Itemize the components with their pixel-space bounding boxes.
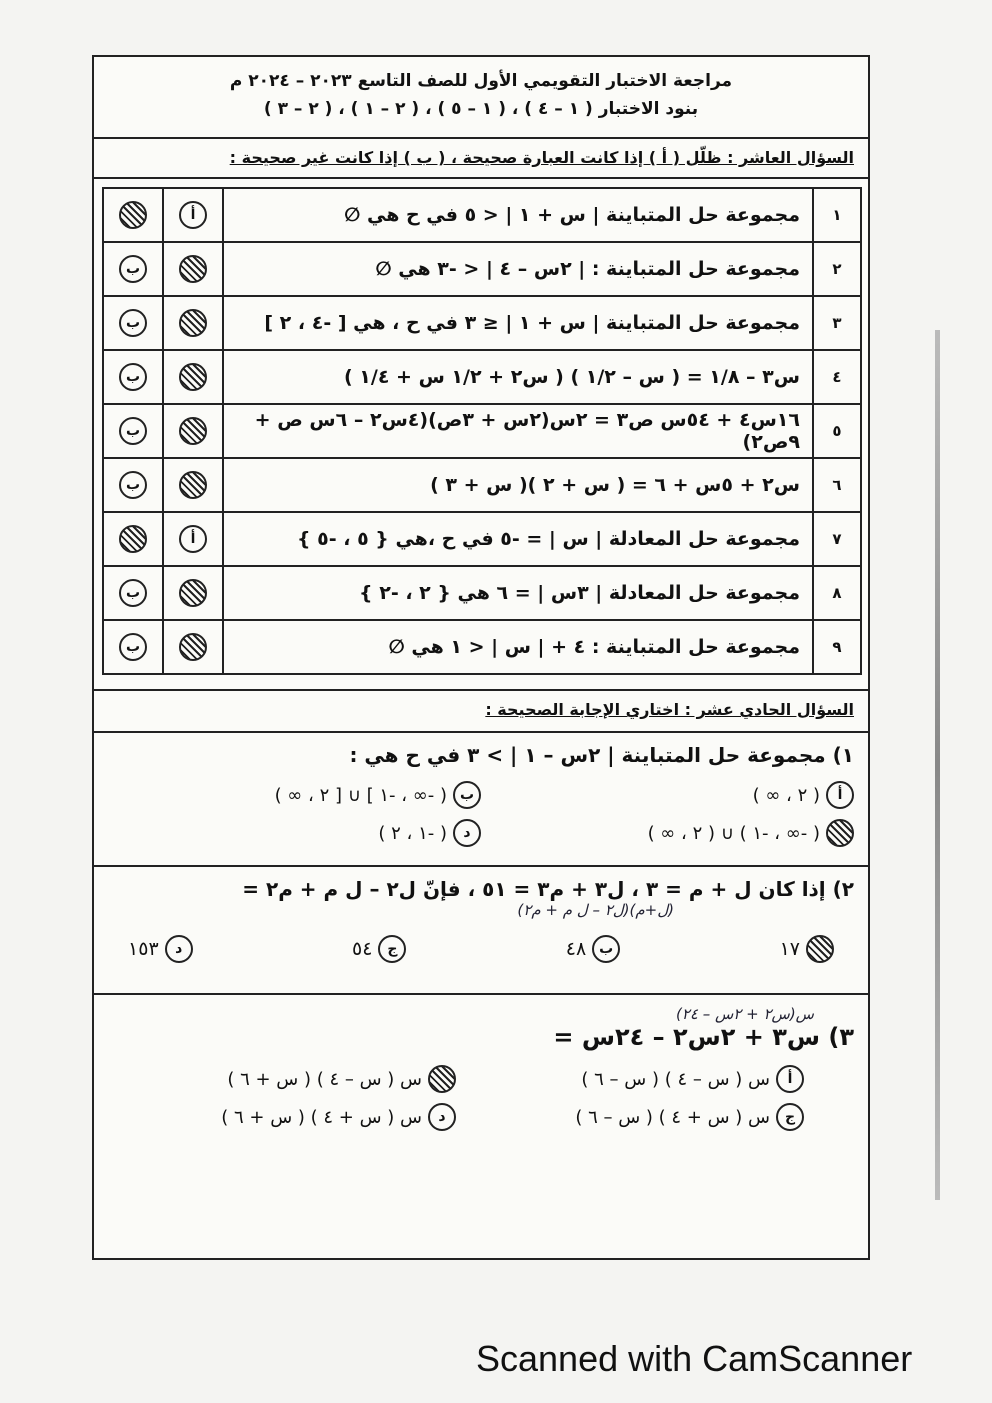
row-statement: س٢ + ٥س + ٦ = ( س + ٢ )( س + ٣ ) [223, 458, 813, 512]
option-text: ( -∞ ، -١ ) ∪ ( ٢ ، ∞ ) [647, 822, 820, 844]
option-a-bubble[interactable]: أ [179, 201, 207, 229]
option-a-bubble[interactable] [179, 471, 207, 499]
tf-row [103, 350, 861, 404]
tf-row [103, 620, 861, 674]
option-a-cell [163, 242, 223, 296]
row-number: ٢ [813, 242, 861, 296]
option-a-cell [163, 404, 223, 458]
option-a-bubble[interactable] [179, 633, 207, 661]
option-b-cell [103, 512, 163, 566]
option-b-cell [103, 566, 163, 620]
option-a-bubble[interactable] [179, 309, 207, 337]
tf-row [103, 296, 861, 350]
mc-stem [108, 877, 854, 901]
option-bubble[interactable]: د [428, 1103, 456, 1131]
mc-option [481, 781, 854, 809]
option-a-cell [163, 512, 223, 566]
row-statement: مجموعة حل المتباينة | س + ١ | < ٥ في ح هي ∅ [223, 188, 813, 242]
q10-title: السؤال العاشر : ظلّل ( أ ) إذا كانت العبارة صحيحة ، ( ب ) إذا كانت غير صحيحة : [94, 139, 868, 179]
mc-option [456, 1103, 804, 1131]
option-bubble[interactable] [826, 819, 854, 847]
option-a-cell [163, 188, 223, 242]
option-text: س ( س + ٤ ) ( س – ٦ ) [575, 1106, 770, 1128]
option-text: ١٧ [779, 938, 800, 960]
tf-row [103, 458, 861, 512]
option-text: ( -∞ ، -١ ] ∪ [ ٢ ، ∞ ) [274, 784, 447, 806]
row-number: ٤ [813, 350, 861, 404]
option-bubble[interactable] [806, 935, 834, 963]
mc-options [108, 1065, 854, 1131]
option-a-cell [163, 458, 223, 512]
mc-stem-text: إذا كان ل + م = ٣ ، ل٣ + م٣ = ٥١ ، فإنّ ل٢ – ل م + م٢ = [242, 877, 826, 901]
mc-stem [108, 1023, 854, 1051]
option-bubble[interactable]: د [453, 819, 481, 847]
option-b-bubble[interactable]: ب [119, 363, 147, 391]
row-number: ٨ [813, 566, 861, 620]
option-bubble[interactable]: أ [826, 781, 854, 809]
mc-option [128, 935, 193, 963]
mc-question-2 [94, 867, 868, 995]
option-b-bubble[interactable]: ب [119, 417, 147, 445]
row-number: ٩ [813, 620, 861, 674]
mc-option [352, 935, 406, 963]
option-b-bubble[interactable]: ب [119, 255, 147, 283]
tf-row [103, 242, 861, 296]
row-number: ٦ [813, 458, 861, 512]
row-number: ٧ [813, 512, 861, 566]
row-number: ١ [813, 188, 861, 242]
exam-sheet [92, 55, 870, 1260]
option-b-cell [103, 242, 163, 296]
option-text: س ( س – ٤ ) ( س + ٦ ) [227, 1068, 422, 1090]
true-false-table [102, 187, 862, 675]
mc-stem [108, 743, 854, 767]
tf-row [103, 566, 861, 620]
mc-option [456, 1065, 804, 1093]
option-bubble[interactable] [428, 1065, 456, 1093]
option-b-bubble[interactable]: ب [119, 579, 147, 607]
row-number: ٥ [813, 404, 861, 458]
option-a-cell [163, 350, 223, 404]
option-a-bubble[interactable] [179, 255, 207, 283]
row-statement: مجموعة حل المعادلة | س | = -٥ في ح ،هي { ٥ ، -٥ } [223, 512, 813, 566]
option-a-cell [163, 296, 223, 350]
exam-title: مراجعة الاختبار التقويمي الأول للصف التاسع ٢٠٢٣ – ٢٠٢٤ م [229, 71, 733, 91]
tf-row [103, 512, 861, 566]
option-text: ٥٤ [352, 938, 373, 960]
mc-option [108, 819, 481, 847]
exam-header [94, 57, 868, 139]
exam-items: بنود الاختبار ( ١ – ٤ ) ، ( ١ – ٥ ) ، ( ٢ – ١ ) ، ( ٢ – ٣ ) [263, 99, 699, 119]
option-bubble[interactable]: ج [776, 1103, 804, 1131]
mc-option [108, 1103, 456, 1131]
option-b-bubble[interactable] [119, 525, 147, 553]
handwritten-note: (ل+م)(ل٢ – ل م + م٢) [517, 901, 674, 919]
option-bubble[interactable]: ج [378, 935, 406, 963]
mc-number: ٢) [832, 877, 854, 901]
option-b-bubble[interactable] [119, 201, 147, 229]
mc-question-3 [94, 995, 868, 1195]
handwritten-note: س(س٢ + ٢س – ٢٤) [675, 1005, 814, 1023]
mc-option [780, 935, 834, 963]
option-b-cell [103, 620, 163, 674]
option-b-cell [103, 350, 163, 404]
option-text: ( ٢ ، ∞ ) [752, 784, 820, 806]
tf-row [103, 188, 861, 242]
mc-number: ٣) [828, 1023, 854, 1051]
option-b-bubble[interactable]: ب [119, 471, 147, 499]
option-text: ٤٨ [565, 938, 587, 960]
row-number: ٣ [813, 296, 861, 350]
tf-row [103, 404, 861, 458]
mc-option [566, 935, 620, 963]
mc-option [108, 1065, 456, 1093]
mc-options [108, 935, 854, 963]
row-statement: س٣ – ١/٨ = ( س – ١/٢ ) ( س٢ + ١/٢ س + ١/٤ ) [223, 350, 813, 404]
option-b-cell [103, 404, 163, 458]
mc-stem-text: مجموعة حل المتباينة | ٢س – ١ | > ٣ في ح هي : [349, 743, 826, 767]
option-bubble[interactable]: ب [592, 935, 620, 963]
row-statement: ١٦س٤ + ٥٤س ص٣ = ٢س(٢س + ٣ص)(٤س٢ – ٦س ص + ٩ص٢) [223, 404, 813, 458]
mc-stem-text: س٣ + ٢س٢ – ٢٤س = [553, 1023, 821, 1051]
scanner-watermark: Scanned with CamScanner [476, 1338, 913, 1379]
option-bubble[interactable]: د [165, 935, 193, 963]
mc-option [108, 781, 481, 809]
mc-options [108, 781, 854, 847]
row-statement: مجموعة حل المتباينة : ٤ + | س | < ١ هي ∅ [223, 620, 813, 674]
option-bubble[interactable]: أ [776, 1065, 804, 1093]
option-b-cell [103, 188, 163, 242]
mc-number: ١) [832, 743, 854, 767]
q11-section [94, 689, 868, 1195]
option-a-bubble[interactable] [179, 579, 207, 607]
mc-question-1 [94, 733, 868, 867]
mc-option [481, 819, 854, 847]
option-a-bubble[interactable]: أ [179, 525, 207, 553]
page-edge-shadow [935, 330, 940, 1200]
row-statement: مجموعة حل المتباينة : | ٢س – ٤ | < -٣ هي ∅ [223, 242, 813, 296]
option-b-bubble[interactable]: ب [119, 309, 147, 337]
option-text: ( -١ ، ٢ ) [378, 822, 447, 844]
option-text: ١٥٣ [128, 938, 159, 960]
option-a-bubble[interactable] [179, 417, 207, 445]
option-a-cell [163, 566, 223, 620]
option-bubble[interactable]: ب [453, 781, 481, 809]
option-text: س ( س – ٤ ) ( س – ٦ ) [581, 1068, 770, 1090]
option-b-cell [103, 458, 163, 512]
q11-title: السؤال الحادي عشر : اختاري الإجابة الصحيحة : [94, 691, 868, 733]
option-a-bubble[interactable] [179, 363, 207, 391]
option-b-bubble[interactable]: ب [119, 633, 147, 661]
option-b-cell [103, 296, 163, 350]
row-statement: مجموعة حل المعادلة | ٣س | = ٦ هي { ٢ ، -٢ } [223, 566, 813, 620]
row-statement: مجموعة حل المتباينة | س + ١ | ≤ ٣ في ح ، هي [ -٤ ، ٢ ] [223, 296, 813, 350]
option-a-cell [163, 620, 223, 674]
option-text: س ( س + ٤ ) ( س + ٦ ) [221, 1106, 422, 1128]
